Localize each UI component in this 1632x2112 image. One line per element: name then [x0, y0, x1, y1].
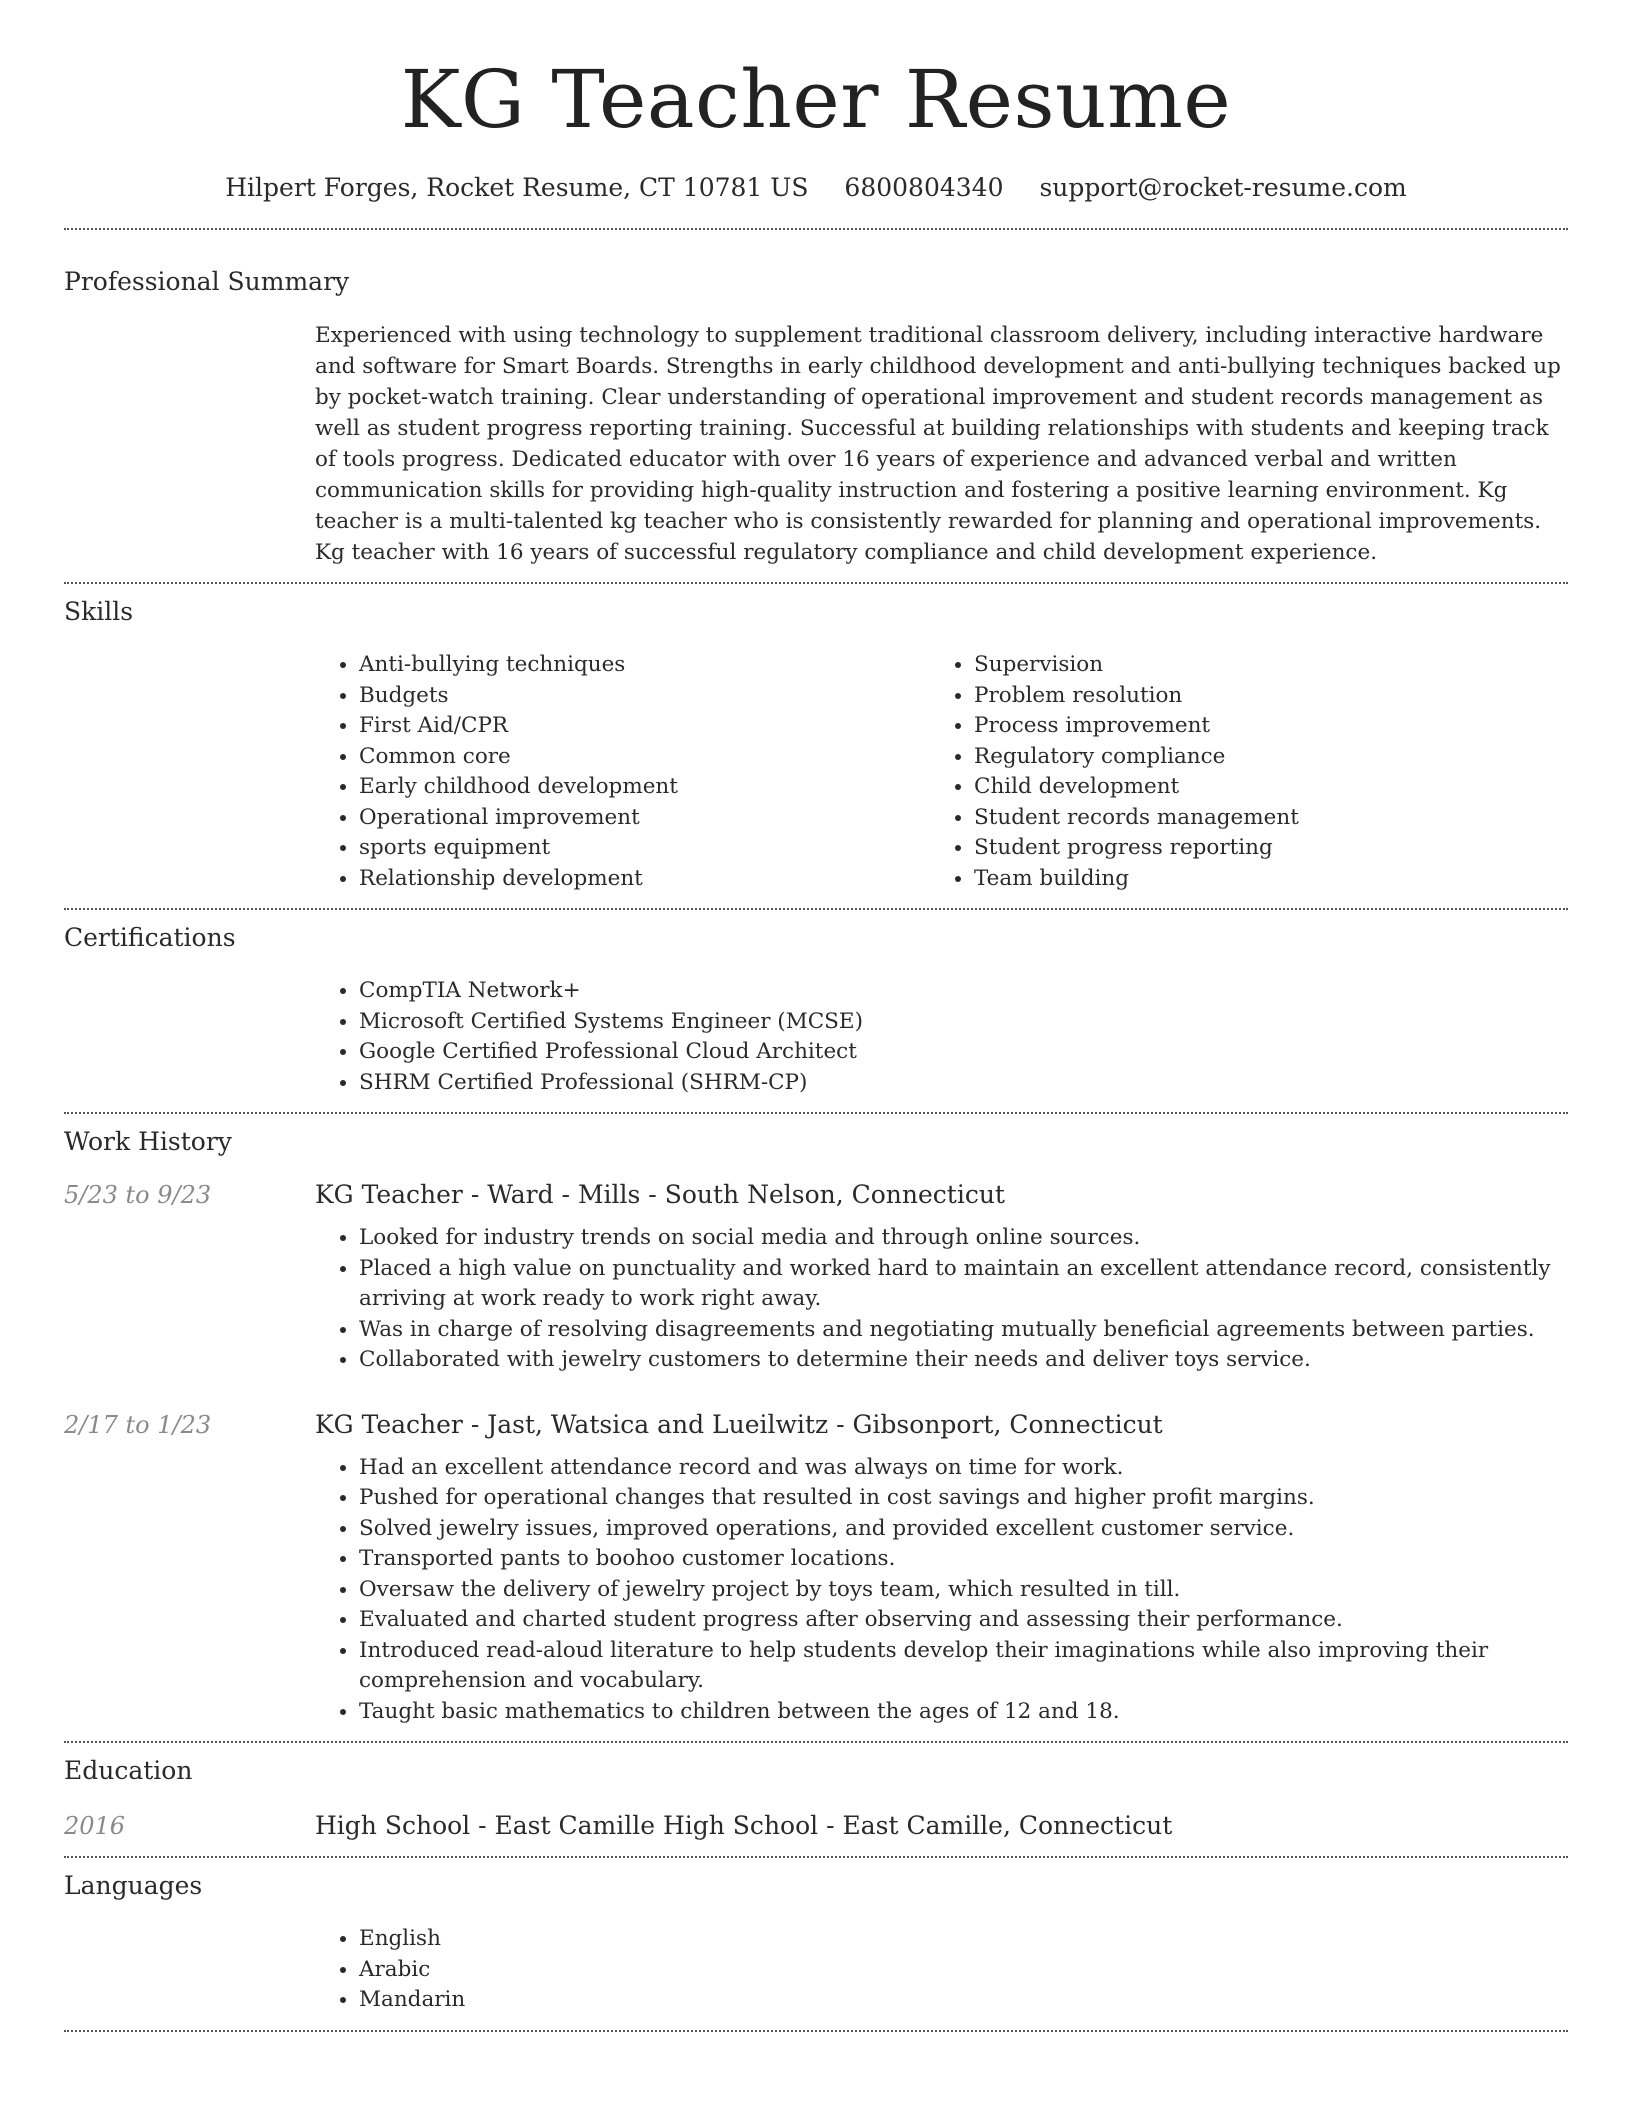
skills-list-left — [315, 650, 930, 894]
certifications-list — [315, 976, 1568, 1098]
certifications-section — [64, 922, 1568, 1098]
divider — [64, 1741, 1568, 1743]
education-entry: High School - East Camille High School - East Camille, Connecticut — [315, 1811, 1173, 1840]
list-item: • Collaborated with jewelry customers to determine their needs and deliver toys service. — [359, 1345, 1568, 1376]
work-section — [64, 1126, 1568, 1727]
list-item: • Looked for industry trends on social media and through online sources. — [359, 1223, 1568, 1254]
divider — [64, 1856, 1568, 1858]
list-item: • Child development — [974, 772, 1545, 803]
list-item: • Relationship development — [359, 864, 930, 895]
list-item: • Supervision — [974, 650, 1545, 681]
education-year: 2016 — [64, 1812, 126, 1840]
list-item: • Evaluated and charted student progress after observing and assessing their performance. — [359, 1605, 1568, 1636]
list-item: • English — [359, 1924, 1568, 1955]
list-item: • Team building — [974, 864, 1545, 895]
job-title: KG Teacher - Ward - Mills - South Nelson, Connecticut — [315, 1180, 1005, 1209]
summary-section — [64, 266, 1568, 568]
list-item: • sports equipment — [359, 833, 930, 864]
list-item: • Common core — [359, 742, 930, 773]
skills-section — [64, 596, 1568, 894]
job-dates: 2/17 to 1/23 — [64, 1410, 212, 1439]
list-item: • Oversaw the delivery of jewelry project by toys team, which resulted in till. — [359, 1575, 1568, 1606]
divider — [64, 582, 1568, 584]
job-bullets — [315, 1223, 1568, 1376]
list-item: • CompTIA Network+ — [359, 976, 1568, 1007]
divider — [64, 228, 1568, 230]
list-item: • Anti-bullying techniques — [359, 650, 930, 681]
divider — [64, 2030, 1568, 2032]
contact-line — [64, 172, 1568, 204]
job-title: KG Teacher - Jast, Watsica and Lueilwitz - Gibsonport, Connecticut — [315, 1409, 1163, 1439]
list-item: • Regulatory compliance — [974, 742, 1545, 773]
contact-email: support@rocket-resume.com — [1039, 173, 1407, 202]
list-item: • Student records management — [974, 803, 1545, 834]
skills-list-right — [930, 650, 1545, 894]
list-item: • Microsoft Certified Systems Engineer (MCSE) — [359, 1007, 1568, 1038]
list-item: • Google Certified Professional Cloud Architect — [359, 1037, 1568, 1068]
list-item: • Student progress reporting — [974, 833, 1545, 864]
job-dates: 5/23 to 9/23 — [64, 1181, 212, 1209]
divider — [64, 1112, 1568, 1114]
job-entry — [64, 1410, 1568, 1728]
languages-section — [64, 1870, 1568, 2016]
list-item: • Introduced read-aloud literature to help students develop their imaginations while also improving their comprehension and vocabulary. — [359, 1636, 1568, 1697]
contact-address: Hilpert Forges, Rocket Resume, CT 10781 US — [225, 173, 809, 202]
list-item: • Budgets — [359, 681, 930, 712]
list-item: • Taught basic mathematics to children between the ages of 12 and 18. — [359, 1697, 1568, 1728]
divider — [64, 908, 1568, 910]
list-item: • Placed a high value on punctuality and worked hard to maintain an excellent attendance record, consistently arriving at work ready to work right away. — [359, 1254, 1568, 1315]
list-item: • Operational improvement — [359, 803, 930, 834]
languages-list — [315, 1924, 1568, 2016]
list-item: • Process improvement — [974, 711, 1545, 742]
list-item: • Problem resolution — [974, 681, 1545, 712]
work-heading: Work History — [64, 1127, 232, 1156]
list-item: • Pushed for operational changes that resulted in cost savings and higher profit margins. — [359, 1483, 1568, 1514]
list-item: • Arabic — [359, 1955, 1568, 1986]
summary-heading: Professional Summary — [64, 267, 350, 296]
list-item: • Early childhood development — [359, 772, 930, 803]
list-item: • First Aid/CPR — [359, 711, 930, 742]
job-entry — [64, 1180, 1568, 1376]
job-bullets — [315, 1453, 1568, 1728]
list-item: • Solved jewelry issues, improved operations, and provided excellent customer service. — [359, 1514, 1568, 1545]
resume-title: KG Teacher Resume — [400, 53, 1232, 146]
skills-heading: Skills — [64, 597, 134, 626]
summary-text: Experienced with using technology to supplement traditional classroom delivery, including interactive hardware and software for Smart Boards. Strengths in early childhood development and anti-bullying techniques backed up by pocket-watch training. Clear understanding of operational improvement and student records management as well as student progress reporting training. Successful at building relationships with students and keeping track of tools progress. Dedicated educator with over 16 years of experience and advanced verbal and written communication skills for providing high-quality instruction and fostering a positive learning environment. Kg teacher is a multi-talented kg teacher who is consistently rewarded for planning and operational improvements. Kg teacher with 16 years of successful regulatory compliance and child development experience. — [315, 323, 1561, 565]
education-section — [64, 1755, 1568, 1840]
resume-page — [64, 0, 1568, 2032]
list-item: • Had an excellent attendance record and was always on time for work. — [359, 1453, 1568, 1484]
certifications-heading: Certifications — [64, 923, 236, 952]
list-item: • Was in charge of resolving disagreements and negotiating mutually beneficial agreements between parties. — [359, 1315, 1568, 1346]
contact-phone: 6800804340 — [844, 173, 1004, 202]
list-item: • Transported pants to boohoo customer locations. — [359, 1544, 1568, 1575]
education-heading: Education — [64, 1756, 193, 1785]
list-item: • SHRM Certified Professional (SHRM-CP) — [359, 1068, 1568, 1099]
languages-heading: Languages — [64, 1871, 203, 1900]
list-item: • Mandarin — [359, 1985, 1568, 2016]
